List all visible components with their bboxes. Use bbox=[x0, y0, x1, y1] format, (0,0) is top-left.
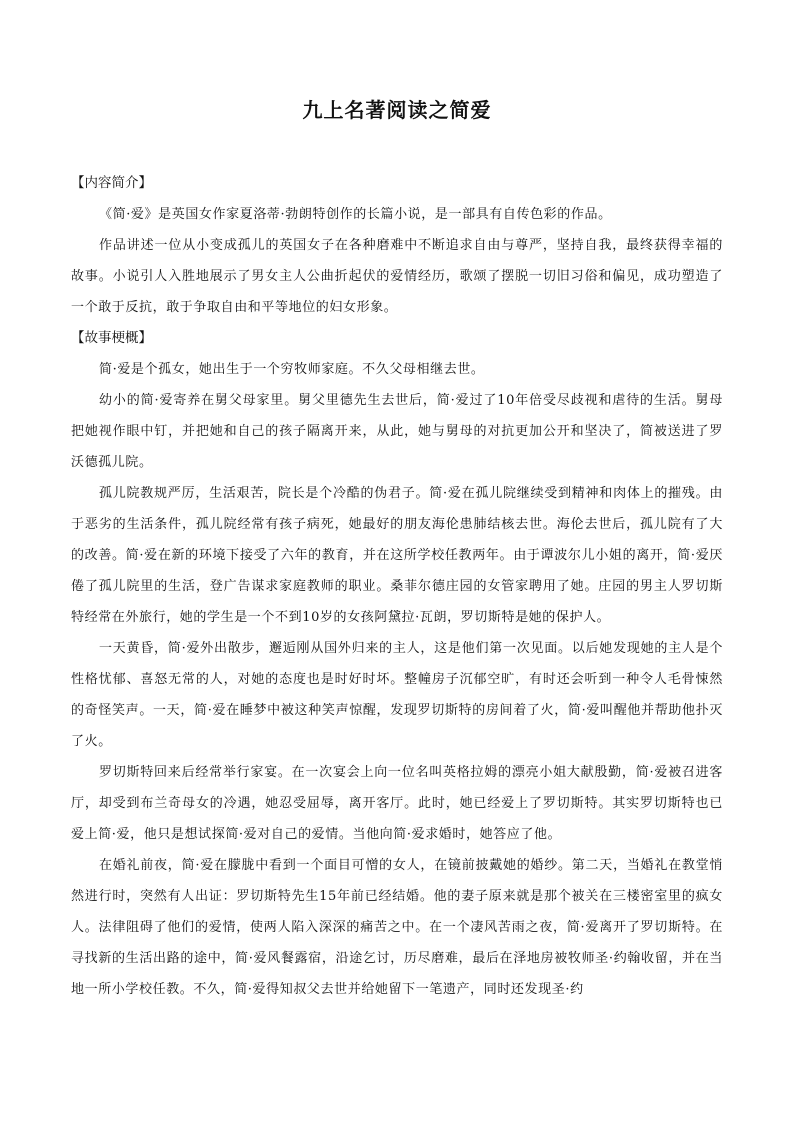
paragraph: 孤儿院教规严厉，生活艰苦，院长是个冷酷的伪君子。简·爱在孤儿院继续受到精神和肉体上的摧残。由于恶劣的生活条件，孤儿院经常有孩子病死，她最好的朋友海伦患肺结核去世。海伦去世后，孤儿院有了大的改善。简·爱在新的环境下接受了六年的教育，并在这所学校任教两年。由于谭波尔儿小姐的离开，简·爱厌倦了孤儿院里的生活，登广告谋求家庭教师的职业。桑菲尔德庄园的女管家聘用了她。庄园的男主人罗切斯特经常在外旅行，她的学生是一个不到10岁的女孩阿黛拉·瓦朗，罗切斯特是她的保护人。 bbox=[71, 486, 723, 625]
section-heading-summary: 【内容简介】 bbox=[71, 175, 152, 191]
paragraph: 幼小的简·爱寄养在舅父母家里。舅父里德先生去世后，简·爱过了10年倍受尽歧视和虐待的生活。舅母把她视作眼中钉，并把她和自己的孩子隔离开来，从此，她与舅母的对抗更加公开和坚决了，简被送进了罗沃德孤儿院。 bbox=[71, 393, 723, 470]
paragraph: 作品讲述一位从小变成孤儿的英国女子在各种磨难中不断追求自由与尊严，坚持自我，最终获得幸福的故事。小说引人入胜地展示了男女主人公曲折起伏的爱情经历，歌颂了摆脱一切旧习俗和偏见，成功塑造了一个敢于反抗，敢于争取自由和平等地位的妇女形象。 bbox=[71, 238, 723, 315]
document-body bbox=[71, 168, 723, 1005]
paragraph: 罗切斯特回来后经常举行家宴。在一次宴会上向一位名叫英格拉姆的漂亮小姐大献殷勤，简·爱被召进客厅，却受到布兰奇母女的冷遇，她忍受屈辱，离开客厅。此时，她已经爱上了罗切斯特。其实罗切斯特也已爱上简·爱，他只是想试探简·爱对自己的爱情。当他向简·爱求婚时，她答应了他。 bbox=[71, 765, 723, 842]
paragraph: 简·爱是个孤女，她出生于一个穷牧师家庭。不久父母相继去世。 bbox=[99, 362, 485, 377]
paragraph: 一天黄昏，简·爱外出散步，邂逅刚从国外归来的主人，这是他们第一次见面。以后她发现她的主人是个性格忧郁、喜怒无常的人，对她的态度也是时好时坏。整幢房子沉郁空旷，有时还会听到一种令人毛骨悚然的奇怪笑声。一天，简·爱在睡梦中被这种笑声惊醒，发现罗切斯特的房间着了火，简·爱叫醒他并帮助他扑灭了火。 bbox=[71, 641, 723, 749]
page-title: 九上名著阅读之简爱 bbox=[302, 98, 492, 122]
section-heading-synopsis: 【故事梗概】 bbox=[71, 330, 152, 346]
paragraph: 在婚礼前夜，简·爱在朦胧中看到一个面目可憎的女人，在镜前披戴她的婚纱。第二天，当婚礼在教堂悄然进行时，突然有人出证：罗切斯特先生15年前已经结婚。他的妻子原来就是那个被关在三楼密室里的疯女人。法律阻碍了他们的爱情，使两人陷入深深的痛苦之中。在一个凄风苦雨之夜，简·爱离开了罗切斯特。在寻找新的生活出路的途中，简·爱风餐露宿，沿途乞讨，历尽磨难，最后在泽地房被牧师圣·约翰收留，并在当地一所小学校任教。不久，简·爱得知叔父去世并给她留下一笔遗产，同时还发现圣·约 bbox=[71, 858, 723, 997]
paragraph: 《简·爱》是英国女作家夏洛蒂·勃朗特创作的长篇小说，是一部具有自传色彩的作品。 bbox=[99, 207, 612, 222]
